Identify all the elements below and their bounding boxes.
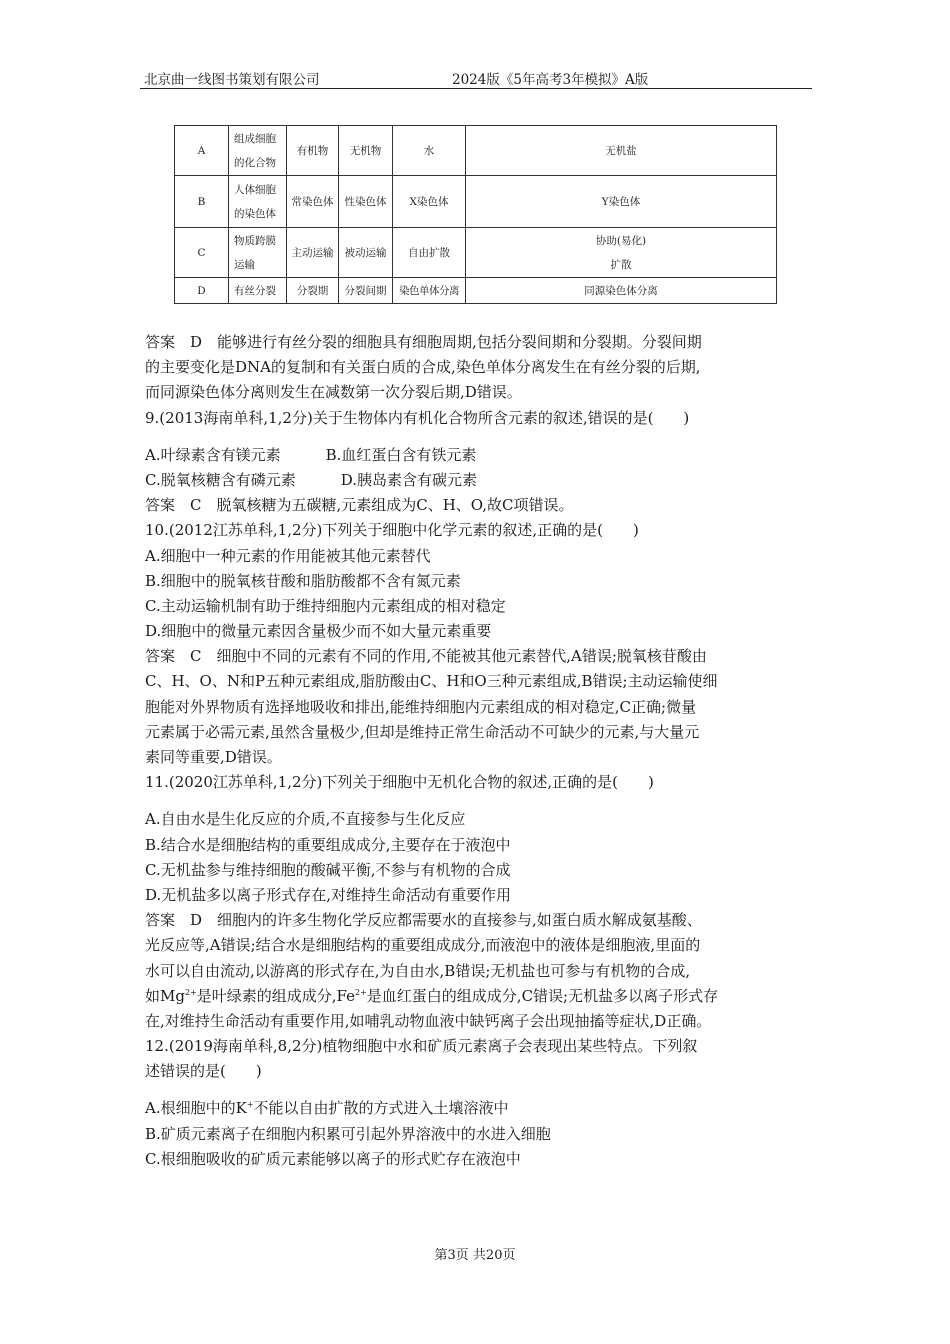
question-stem: 12.(2019海南单科,8,2分)植物细胞中水和矿质元素离子会表现出某些特点。下列叙: [145, 1037, 698, 1056]
table-row: [175, 228, 777, 278]
table-cell: 常染色体: [287, 176, 339, 228]
answer-text: 水可以自由流动,以游离的形式存在,为自由水,B错误;无机盐也可参与有机物的合成,: [145, 961, 691, 980]
answer-text: 答案 D 细胞内的许多生物化学反应都需要水的直接参与,如蛋白质水解成氨基酸、: [145, 911, 702, 930]
table-row: [175, 176, 777, 228]
question-stem: 9.(2013海南单科,1,2分)关于生物体内有机化合物所含元素的叙述,错误的是( ): [145, 408, 690, 427]
answer-text: 在,对维持生命活动有重要作用,如哺乳动物血液中缺钙离子会出现抽搐等症状,D正确。: [145, 1011, 712, 1030]
table-row: [175, 278, 777, 304]
answer-text: 答案 C 脱氧核糖为五碳糖,元素组成为C、H、O,故C项错误。: [145, 496, 574, 515]
table-cell: 无机物: [339, 126, 393, 176]
option-line: A.根细胞中的K+不能以自由扩散的方式进入土壤溶液中: [145, 1099, 509, 1118]
row-label: D: [175, 278, 229, 304]
answer-text: 光反应等,A错误;结合水是细胞结构的重要组成成分,而液泡中的液体是细胞液,里面的: [145, 936, 701, 955]
concept-table: [174, 125, 777, 304]
option-line: D.细胞中的微量元素因含量极少而不如大量元素重要: [145, 622, 492, 641]
page-header: [140, 62, 812, 89]
option-line: D.无机盐多以离子形式存在,对维持生命活动有重要作用: [145, 885, 512, 904]
category-cell: 有丝分裂: [229, 278, 287, 304]
question-stem: 10.(2012江苏单科,1,2分)下列关于细胞中化学元素的叙述,正确的是( ): [145, 521, 639, 540]
question-stem: 11.(2020江苏单科,1,2分)下列关于细胞中无机化合物的叙述,正确的是( ): [145, 773, 654, 792]
answer-text: 如$Mg^{2+}$是叶绿素的组成成分$,Fe^{2+}$是血红蛋白的组成成分,C错误;无机盐多以离子形式存: [145, 986, 719, 1005]
answer-text: 胞能对外界物质有选择地吸收和排出,能维持细胞内元素组成的相对稳定,C正确;微量: [145, 697, 697, 716]
table-cell: 自由扩散: [393, 228, 466, 278]
header-publisher: 北京曲一线图书策划有限公司: [144, 72, 320, 88]
answer-text: 元素属于必需元素,虽然含量极少,但却是维持正常生命活动不可缺少的元素,与大量元: [145, 722, 700, 741]
table-cell: 无机盐: [466, 126, 777, 176]
table-cell: Y染色体: [466, 176, 777, 228]
table-cell: X染色体: [393, 176, 466, 228]
table-cell: 性染色体: [339, 176, 393, 228]
table-cell: 主动运输: [287, 228, 339, 278]
question-content: [145, 330, 813, 1172]
option-line: B.矿质元素离子在细胞内积累可引起外界溶液中的水进入细胞: [145, 1124, 551, 1143]
option-line: C.无机盐参与维持细胞的酸碱平衡,不参与有机物的合成: [145, 860, 511, 879]
option-line: B.细胞中的脱氧核苷酸和脂肪酸都不含有氮元素: [145, 571, 461, 590]
option-line: C.根细胞吸收的矿质元素能够以离子的形式贮存在液泡中: [145, 1149, 521, 1168]
page-number: 第3页 共20页: [434, 1248, 516, 1263]
category-cell: 物质跨膜 运输: [229, 228, 287, 278]
answer-text: 而同源染色体分离则发生在减数第一次分裂后期,D错误。: [145, 383, 522, 402]
row-label: C: [175, 228, 229, 278]
table-cell: 有机物: [287, 126, 339, 176]
table-cell: 分裂期: [287, 278, 339, 304]
table-cell: 水: [393, 126, 466, 176]
table-cell: 分裂间期: [339, 278, 393, 304]
header-book-title: 2024版《5年高考3年模拟》A版: [452, 72, 649, 88]
category-cell: 人体细胞 的染色体: [229, 176, 287, 228]
category-cell: 组成细胞 的化合物: [229, 126, 287, 176]
option-line: A.自由水是生化反应的介质,不直接参与生化反应: [145, 810, 466, 829]
answer-text: 的主要变化是DNA的复制和有关蛋白质的合成,染色单体分离发生在有丝分裂的后期,: [145, 358, 701, 377]
option-line: C.脱氧核糖含有磷元素 D.胰岛素含有碳元素: [145, 470, 477, 489]
row-label: A: [175, 126, 229, 176]
option-line: A.细胞中一种元素的作用能被其他元素替代: [145, 546, 431, 565]
table-cell: 染色单体分离: [393, 278, 466, 304]
table-cell: 协助(易化) 扩散: [466, 228, 777, 278]
answer-text: 答案 D 能够进行有丝分裂的细胞具有细胞周期,包括分裂间期和分裂期。分裂间期: [145, 333, 702, 351]
table-row: [175, 126, 777, 176]
table-cell: 被动运输: [339, 228, 393, 278]
option-line: C.主动运输机制有助于维持细胞内元素组成的相对稳定: [145, 596, 506, 615]
answer-text: 答案 C 细胞中不同的元素有不同的作用,不能被其他元素替代,A错误;脱氧核苷酸由: [145, 647, 707, 666]
table-cell: 同源染色体分离: [466, 278, 777, 304]
option-line: A.叶绿素含有镁元素 B.血红蛋白含有铁元素: [145, 445, 477, 464]
answer-text: C、H、O、N和P五种元素组成,脂肪酸由C、H和O三种元素组成,B错误;主动运输使细: [145, 672, 718, 691]
question-stem: 述错误的是( ): [145, 1062, 262, 1081]
answer-text: 素同等重要,D错误。: [145, 748, 282, 766]
option-line: B.结合水是细胞结构的重要组成成分,主要存在于液泡中: [145, 835, 511, 854]
row-label: B: [175, 176, 229, 228]
